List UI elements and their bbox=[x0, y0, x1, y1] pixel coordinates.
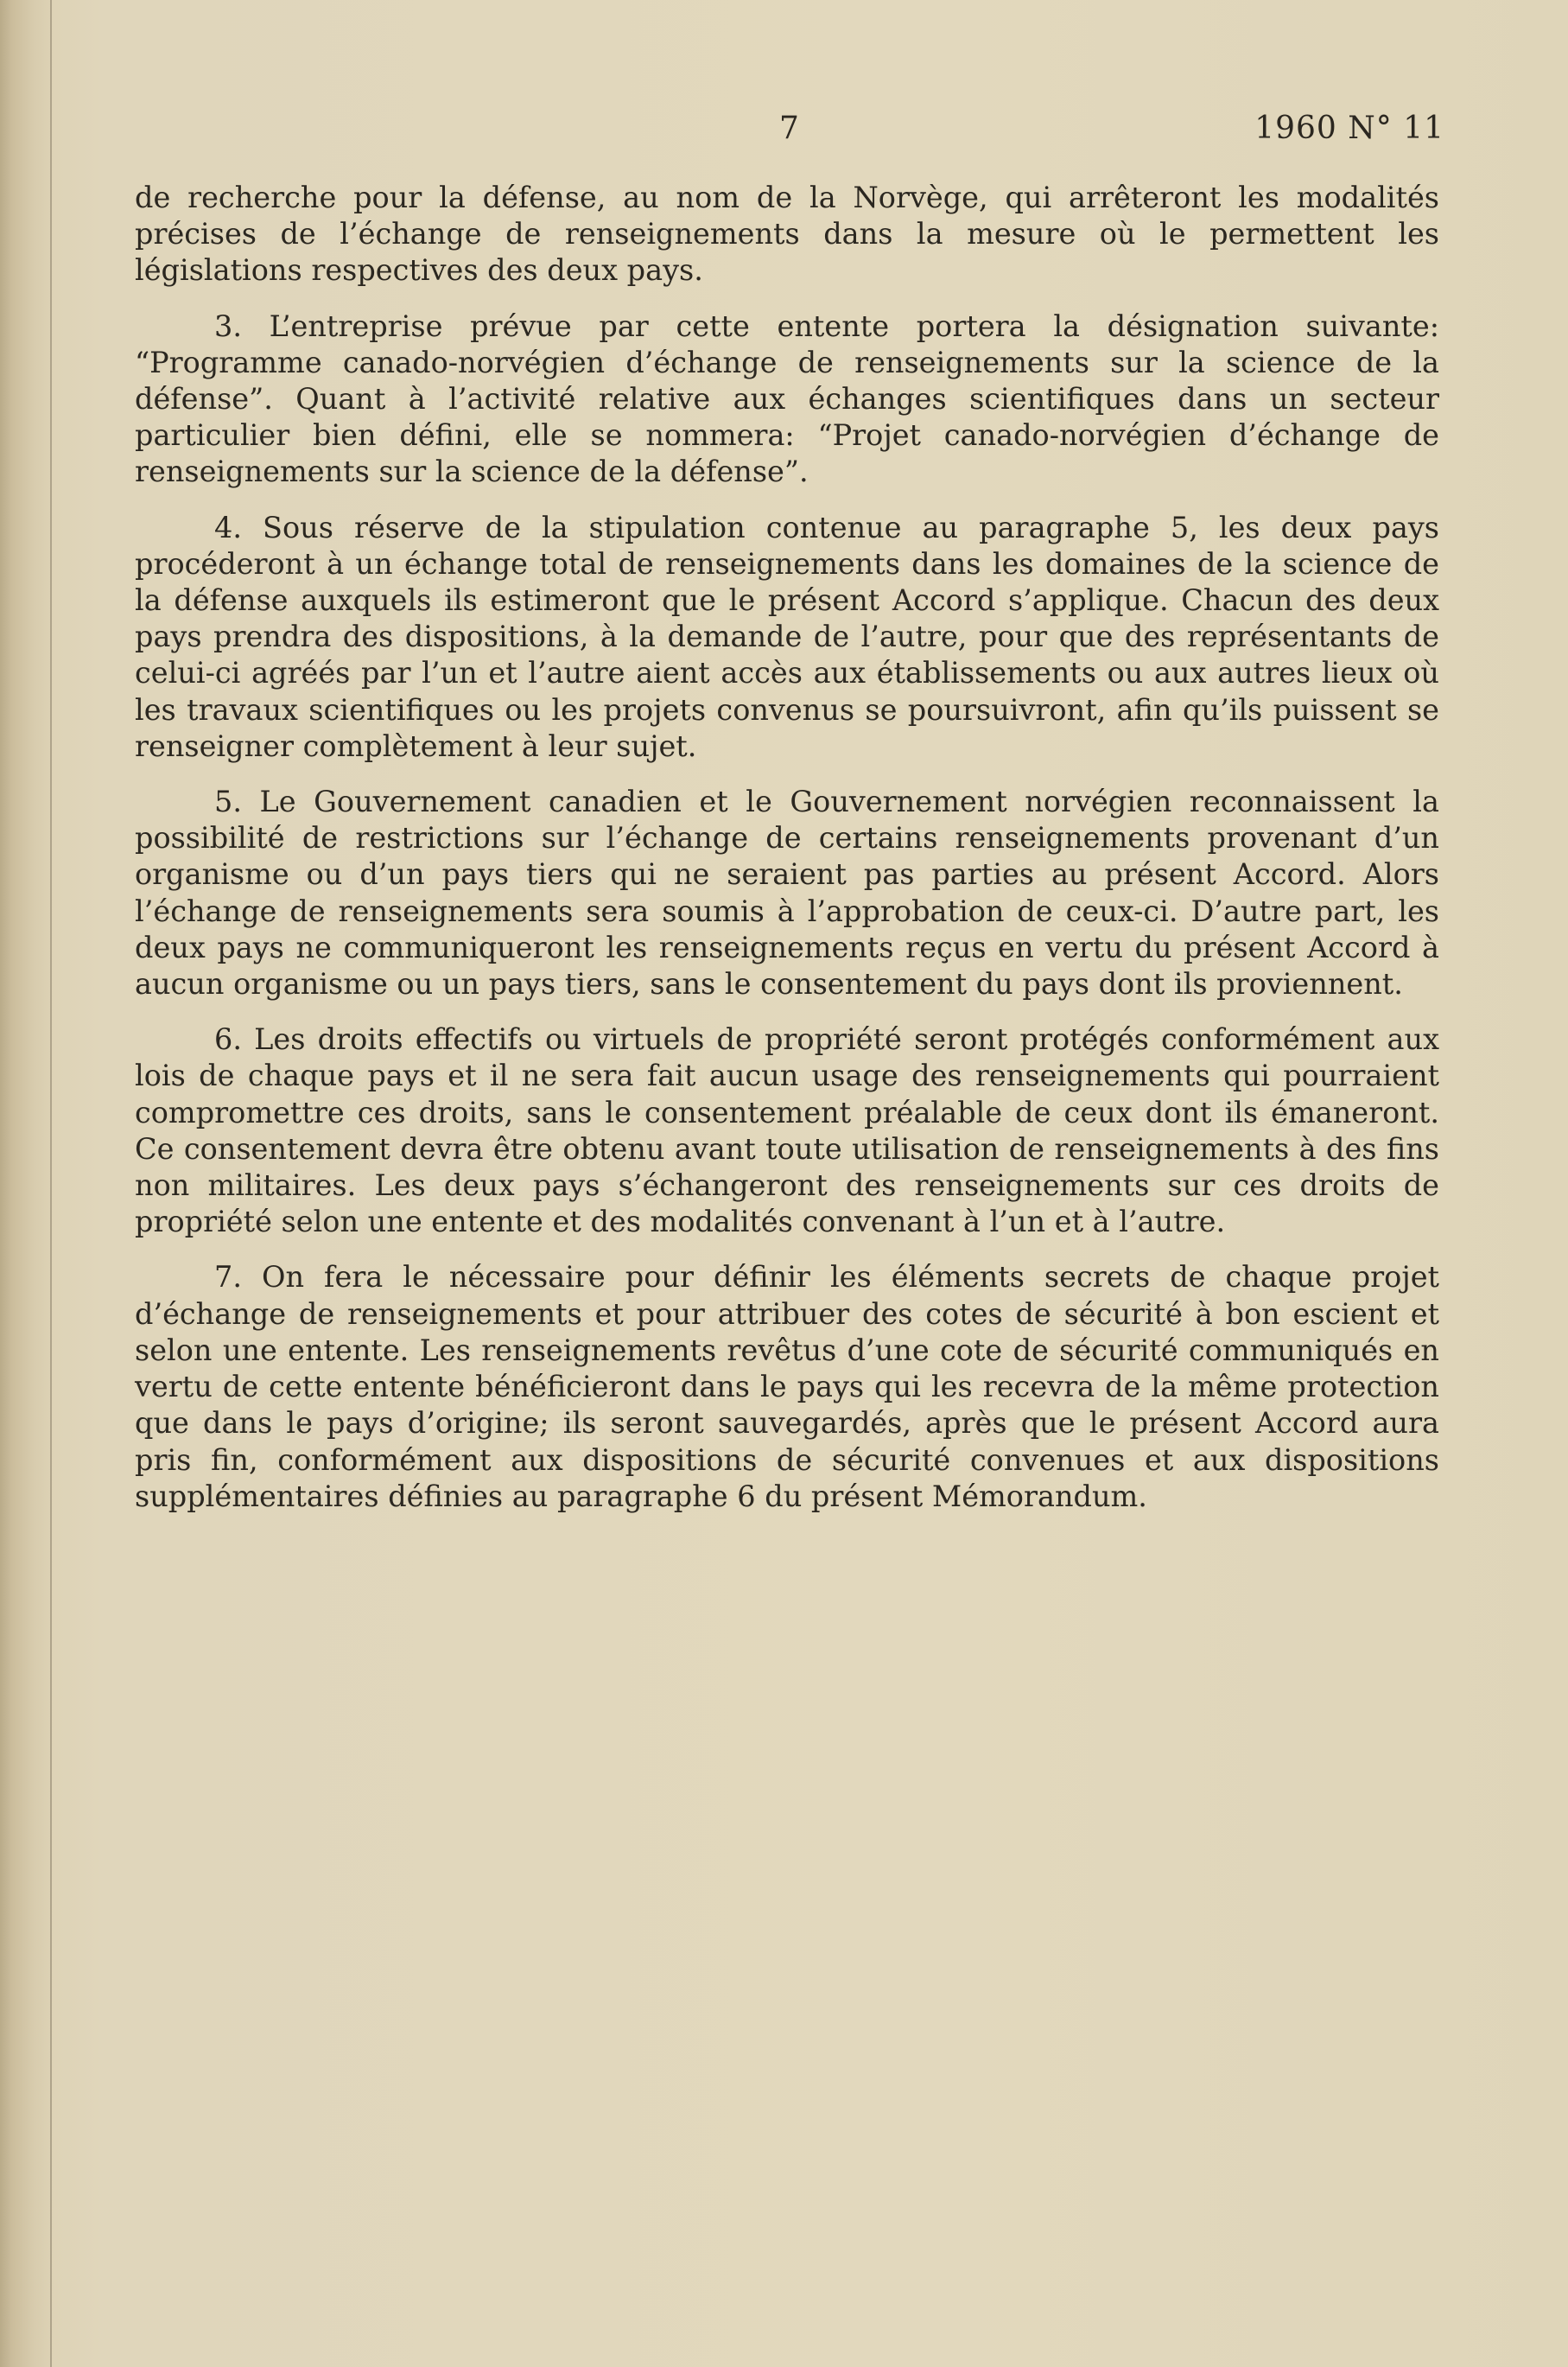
paragraph-continued: de recherche pour la défense, au nom de la Norvège, qui arrêteront les modalités précises de l’échange de renseignements dans la mesure où le permettent les législations respectives des deux pays. bbox=[135, 181, 1439, 288]
body-text bbox=[135, 180, 1439, 1534]
paragraph-7: 7. On fera le nécessaire pour définir les éléments secrets de chaque projet d’échange de renseignements et pour attribuer des cotes de sécurité à bon escient et selon une entente. Les renseignements revêtus d’une cote de sécurité communiqués en vertu de cette entente bénéficieront dans le pays qui les recevra de la même protection que dans le pays d’origine; ils seront sauvegardés, après que le présent Accord aura pris fin, conformément aux dispositions de sécurité convenues et aux dispositions supplémentaires définies au paragraphe 6 du présent Mémorandum. bbox=[135, 1260, 1439, 1513]
paragraph-4: 4. Sous réserve de la stipulation contenue au paragraphe 5, les deux pays procéderont à un échange total de renseignements dans les domaines de la science de la défense auxquels ils estimeront que le présent Accord s’applique. Chacun des deux pays prendra des dispositions, à la demande de l’autre, pour que des représentants de celui-ci agréés par l’un et l’autre aient accès aux établissements ou aux autres lieux où les travaux scientifiques ou les projets convenus se poursuivront, afin qu’ils puissent se renseigner complètement à leur sujet. bbox=[135, 510, 1439, 763]
page-header bbox=[131, 111, 1444, 154]
paragraph-5: 5. Le Gouvernement canadien et le Gouvernement norvégien reconnaissent la possibilité de restrictions sur l’échange de certains renseignements provenant d’un organisme ou d’un pays tiers qui ne seraient pas parties au présent Accord. Alors l’échange de renseignements sera soumis à l’approbation de ceux-ci. D’autre part, les deux pays ne communiqueront les renseignements reçus en vertu du présent Accord à aucun organisme ou un pays tiers, sans le consentement du pays dont ils proviennent. bbox=[135, 785, 1439, 1002]
year-and-issue-number: 1960 N° 11 bbox=[1254, 111, 1444, 146]
paragraph-3: 3. L’entreprise prévue par cette entente portera la désignation suivante: “Programme canado-norvégien d’échange de renseignements sur la science de la défense”. Quant à l’activité relative aux échanges scientifiques dans un secteur particulier bien défini, elle se nommera: “Projet canado-norvégien d’échange de renseignements sur la science de la défense”. bbox=[135, 309, 1439, 489]
page-binding-edge bbox=[0, 0, 54, 2367]
binding-shadow-line bbox=[50, 0, 52, 2367]
page-number: 7 bbox=[779, 111, 799, 146]
paragraph-6: 6. Les droits effectifs ou virtuels de propriété seront protégés conformément aux lois de chaque pays et il ne sera fait aucun usage des renseignements qui pourraient compromettre ces droits, sans le consentement préalable de ceux dont ils émaneront. Ce consentement devra être obtenu avant toute utilisation de renseignements à des fins non militaires. Les deux pays s’échangeront des renseignements sur ces droits de propriété selon une entente et des modalités convenant à l’un et à l’autre. bbox=[135, 1022, 1439, 1239]
